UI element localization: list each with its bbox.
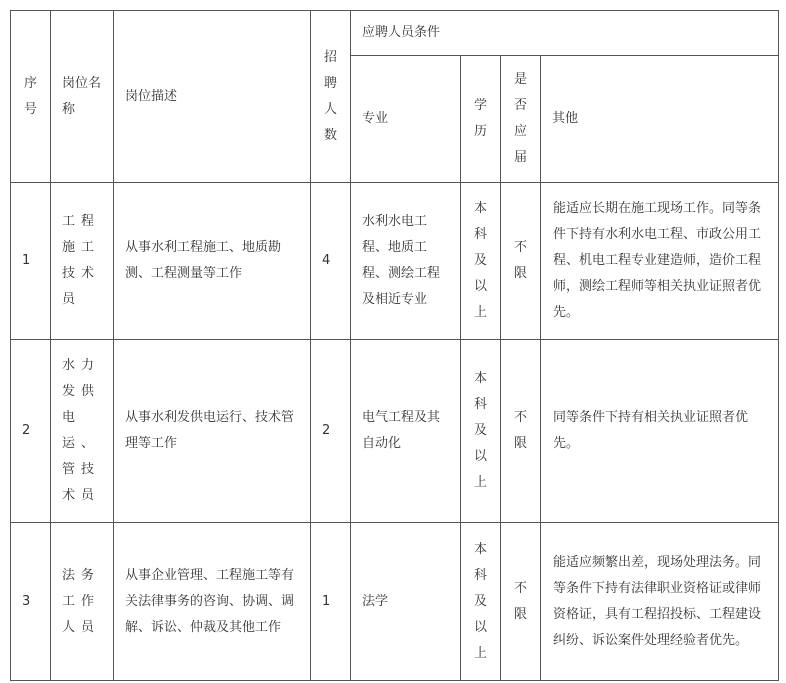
header-degree xyxy=(461,56,501,183)
cell-degree xyxy=(461,523,501,681)
cell-position: 工程施工技术员 xyxy=(51,183,114,340)
cell-fresh-grad-text: 不限 xyxy=(514,410,528,451)
cell-seq: 1 xyxy=(11,183,51,340)
cell-count: 2 xyxy=(311,340,351,523)
cell-fresh-grad-text: 不限 xyxy=(514,240,528,281)
cell-position: 水力发供电运、管技术员 xyxy=(51,340,114,523)
cell-description: 从事水利发供电运行、技术管理等工作 xyxy=(114,340,311,523)
table-row xyxy=(11,340,779,523)
cell-description: 从事企业管理、工程施工等有关法律事务的咨询、协调、调解、诉讼、仲裁及其他工作 xyxy=(114,523,311,681)
recruitment-table xyxy=(10,10,779,681)
cell-major: 水利水电工程、地质工程、测绘工程及相近专业 xyxy=(351,183,461,340)
header-major: 专业 xyxy=(351,56,461,183)
table-row xyxy=(11,523,779,681)
table-row xyxy=(11,183,779,340)
cell-fresh-grad xyxy=(501,523,541,681)
header-seq-text: 序号 xyxy=(24,75,38,117)
cell-seq: 2 xyxy=(11,340,51,523)
header-fresh-grad-text: 是否应届 xyxy=(514,72,528,165)
cell-position: 法务工作人员 xyxy=(51,523,114,681)
cell-degree-text: 本科及以上 xyxy=(474,541,488,661)
header-degree-text: 学历 xyxy=(474,98,488,139)
cell-fresh-grad xyxy=(501,183,541,340)
cell-other: 能适应长期在施工现场工作。同等条件下持有水利水电工程、市政公用工程、机电工程专业建造师，造价工程师，测绘工程师等相关执业证照者优先。 xyxy=(541,183,779,340)
cell-degree-text: 本科及以上 xyxy=(474,201,488,320)
header-conditions: 应聘人员条件 xyxy=(351,11,779,56)
cell-other: 能适应频繁出差，现场处理法务。同等条件下持有法律职业资格证或律师资格证，具有工程招投标、工程建设纠纷、诉讼案件处理经验者优先。 xyxy=(541,523,779,681)
header-description: 岗位描述 xyxy=(114,11,311,183)
header-position: 岗位名称 xyxy=(51,11,114,183)
cell-seq: 3 xyxy=(11,523,51,681)
header-count-text: 招聘人数 xyxy=(324,49,338,143)
header-other: 其他 xyxy=(541,56,779,183)
cell-major: 法学 xyxy=(351,523,461,681)
header-count xyxy=(311,11,351,183)
cell-count: 4 xyxy=(311,183,351,340)
header-fresh-grad xyxy=(501,56,541,183)
header-row-1 xyxy=(11,11,779,56)
cell-degree-text: 本科及以上 xyxy=(474,371,488,490)
cell-count: 1 xyxy=(311,523,351,681)
cell-description: 从事水利工程施工、地质勘测、工程测量等工作 xyxy=(114,183,311,340)
cell-major: 电气工程及其自动化 xyxy=(351,340,461,523)
cell-other: 同等条件下持有相关执业证照者优先。 xyxy=(541,340,779,523)
cell-degree xyxy=(461,340,501,523)
header-seq xyxy=(11,11,51,183)
cell-degree xyxy=(461,183,501,340)
cell-fresh-grad-text: 不限 xyxy=(514,580,528,622)
cell-fresh-grad xyxy=(501,340,541,523)
